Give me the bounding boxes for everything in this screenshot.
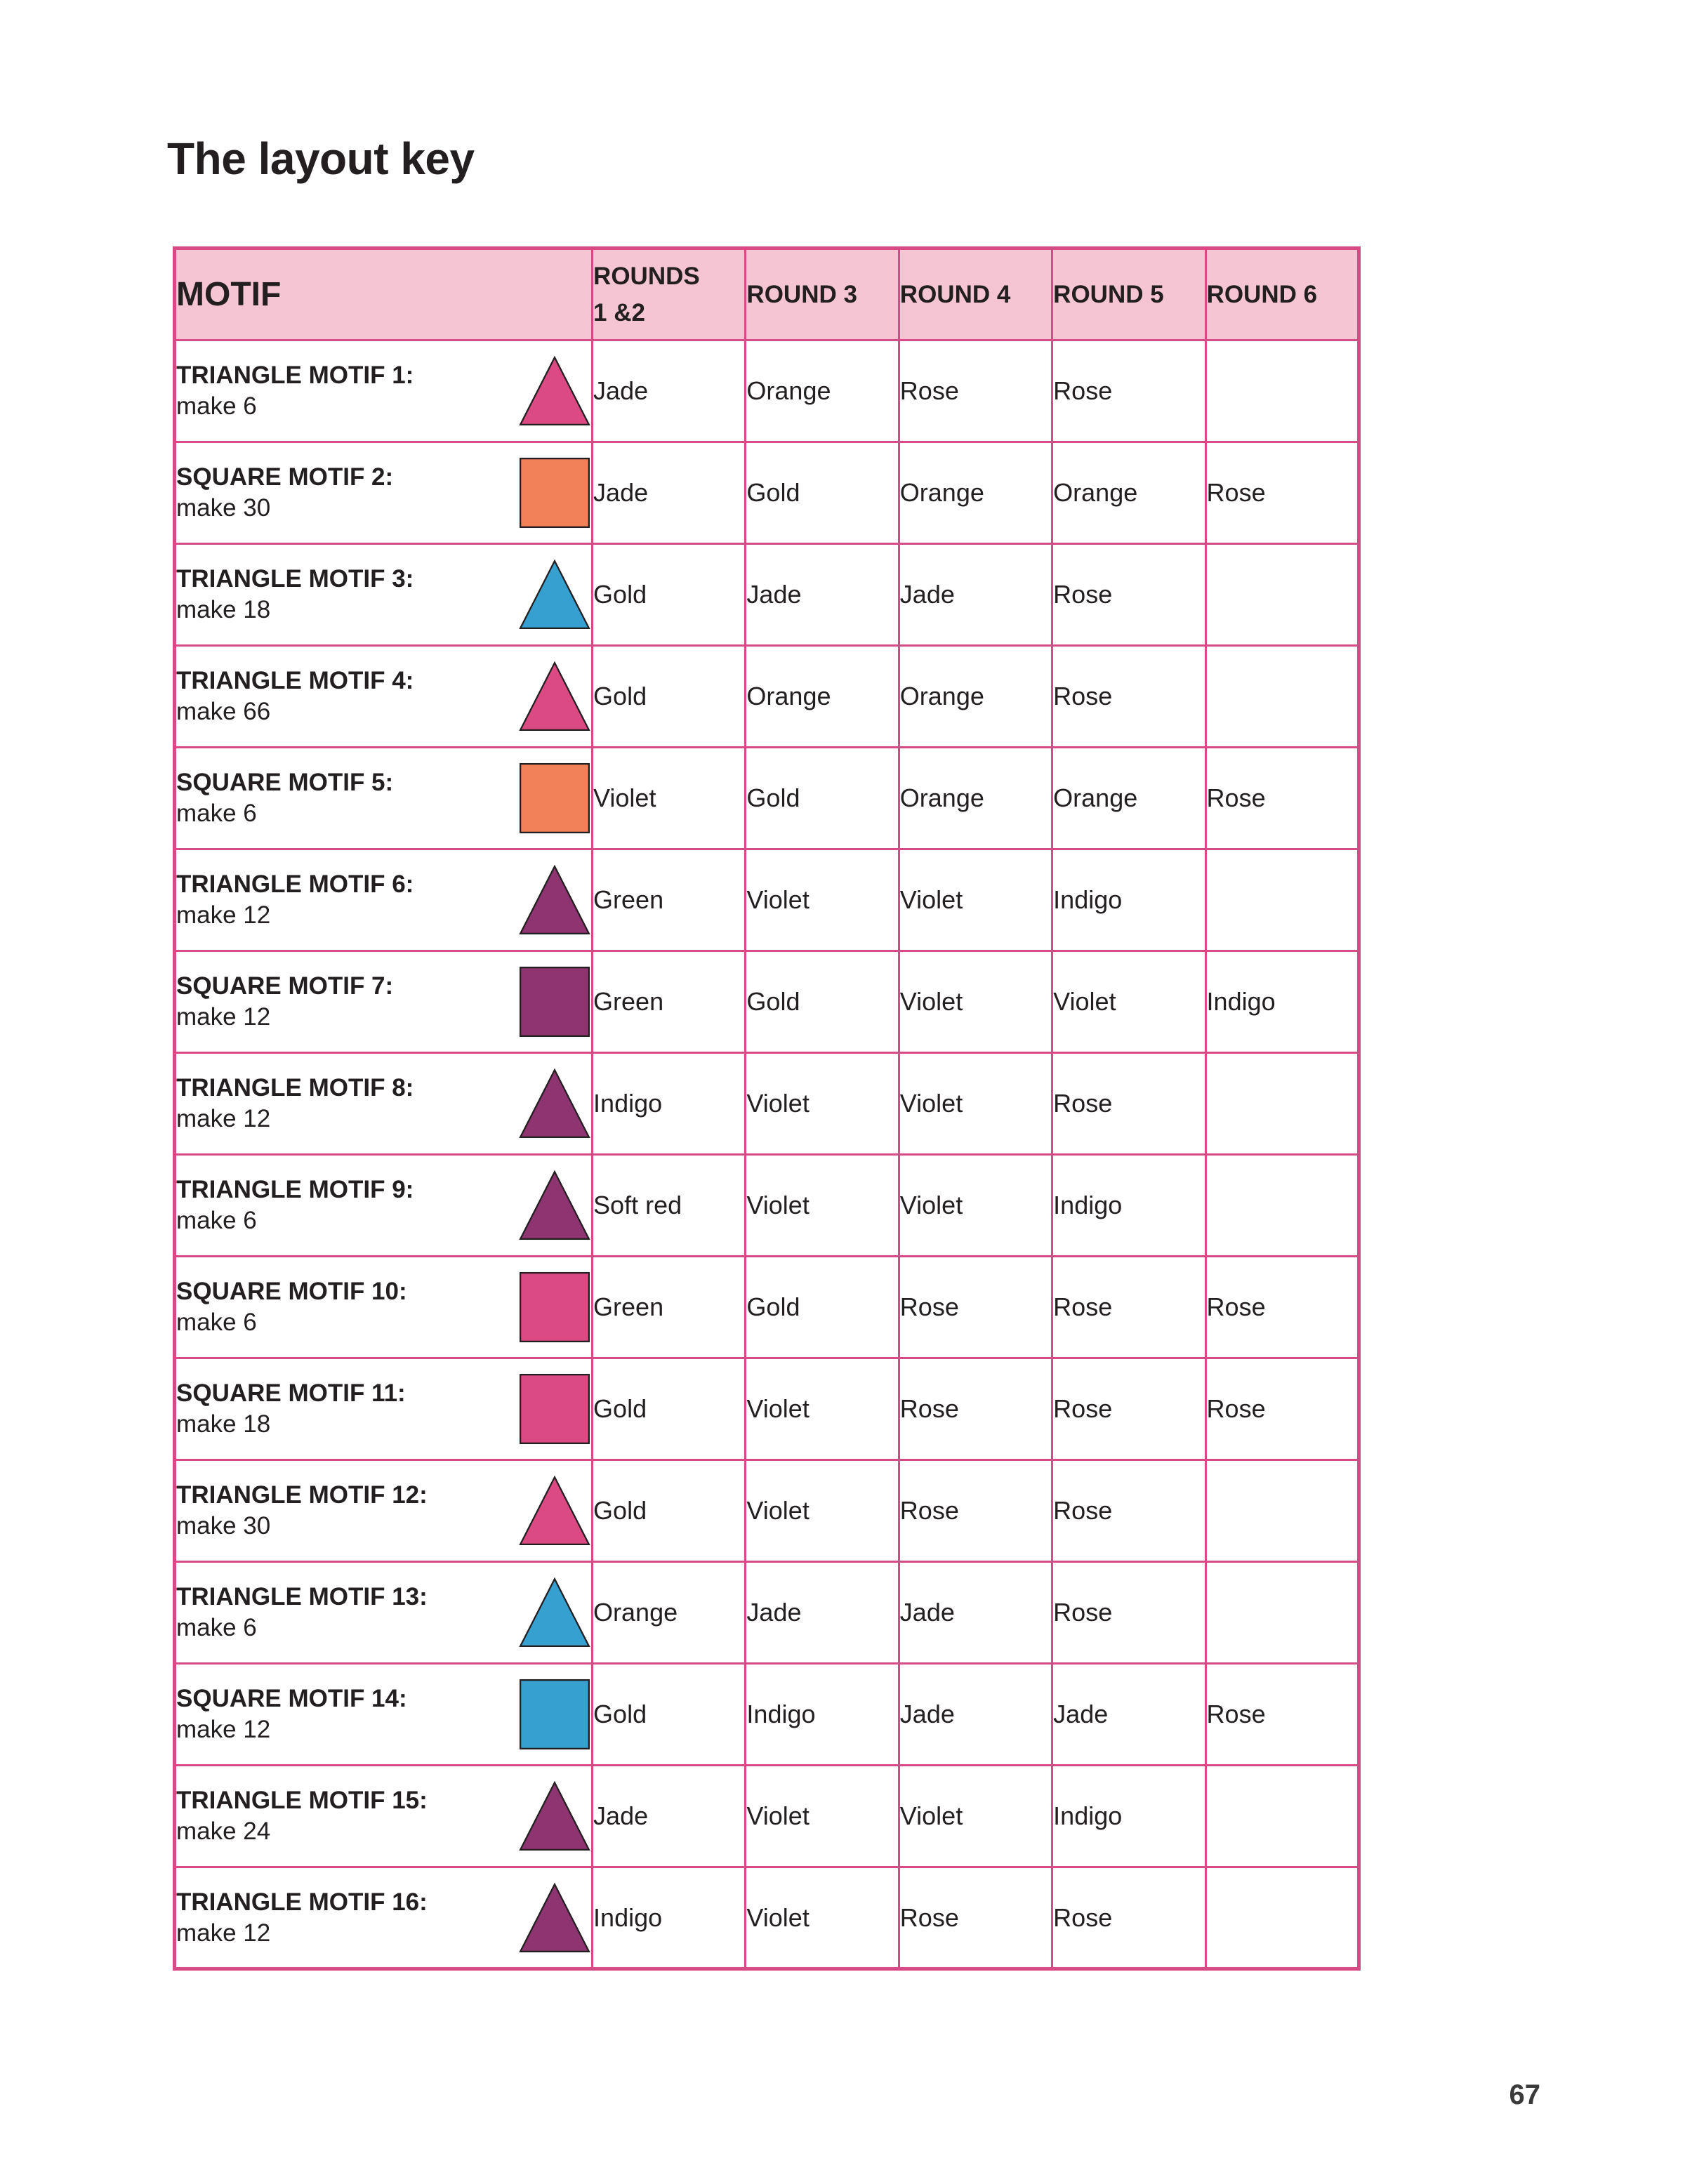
triangle-icon	[518, 558, 591, 631]
motif-quantity: make 12	[176, 901, 271, 929]
triangle-icon	[518, 1474, 591, 1547]
motif-quantity: make 30	[176, 494, 271, 522]
yarn-color-cell: Violet	[899, 1155, 1052, 1257]
table-row	[175, 1358, 1359, 1460]
motif-name: TRIANGLE MOTIF 13:	[176, 1583, 428, 1610]
table-row	[175, 1562, 1359, 1664]
table-row	[175, 849, 1359, 951]
header-motif: MOTIF	[175, 249, 593, 340]
square-icon	[518, 762, 591, 835]
yarn-color-cell: Violet	[746, 1460, 899, 1562]
yarn-color-cell	[1205, 1562, 1359, 1664]
motif-cell	[175, 1766, 593, 1867]
yarn-color-cell: Gold	[593, 1460, 746, 1562]
yarn-color-cell	[1205, 1460, 1359, 1562]
triangle-icon	[518, 1780, 591, 1853]
motif-name: TRIANGLE MOTIF 3:	[176, 565, 414, 593]
triangle-icon	[518, 1067, 591, 1140]
yarn-color-cell: Violet	[746, 1053, 899, 1155]
yarn-color-cell: Violet	[899, 951, 1052, 1053]
motif-quantity: make 6	[176, 1614, 257, 1641]
motif-name: SQUARE MOTIF 2:	[176, 463, 394, 491]
motif-cell	[175, 646, 593, 748]
yarn-color-cell: Jade	[593, 1766, 746, 1867]
motif-quantity: make 18	[176, 596, 271, 623]
yarn-color-cell: Gold	[593, 1664, 746, 1766]
yarn-color-cell: Gold	[593, 544, 746, 646]
yarn-color-cell: Violet	[746, 1155, 899, 1257]
motif-name: SQUARE MOTIF 11:	[176, 1379, 406, 1407]
motif-cell	[175, 1867, 593, 1969]
yarn-color-cell: Violet	[746, 1358, 899, 1460]
triangle-icon	[518, 863, 591, 937]
yarn-color-cell: Violet	[899, 1053, 1052, 1155]
yarn-color-cell: Rose	[1205, 1664, 1359, 1766]
header-round-3: ROUND 3	[746, 249, 899, 340]
motif-quantity: make 30	[176, 1512, 271, 1540]
yarn-color-cell: Rose	[1205, 442, 1359, 544]
header-round-4: ROUND 4	[899, 249, 1052, 340]
yarn-color-cell: Rose	[1052, 1257, 1205, 1358]
motif-cell	[175, 1358, 593, 1460]
motif-name: TRIANGLE MOTIF 8:	[176, 1074, 414, 1101]
yarn-color-cell: Rose	[1052, 1053, 1205, 1155]
yarn-color-cell: Jade	[593, 442, 746, 544]
yarn-color-cell: Rose	[899, 1460, 1052, 1562]
motif-quantity: make 12	[176, 1003, 271, 1031]
yarn-color-cell: Soft red	[593, 1155, 746, 1257]
yarn-color-cell	[1205, 1155, 1359, 1257]
yarn-color-cell: Rose	[1052, 1562, 1205, 1664]
yarn-color-cell: Orange	[746, 340, 899, 442]
yarn-color-cell: Indigo	[1052, 849, 1205, 951]
motif-quantity: make 12	[176, 1105, 271, 1132]
yarn-color-cell: Gold	[746, 442, 899, 544]
yarn-color-cell: Rose	[899, 1358, 1052, 1460]
motif-name: TRIANGLE MOTIF 9:	[176, 1176, 414, 1203]
table-row	[175, 1257, 1359, 1358]
yarn-color-cell: Jade	[1052, 1664, 1205, 1766]
motif-name: TRIANGLE MOTIF 16:	[176, 1888, 428, 1916]
motif-quantity: make 12	[176, 1919, 271, 1947]
yarn-color-cell: Violet	[899, 849, 1052, 951]
yarn-color-cell: Orange	[899, 442, 1052, 544]
table-row	[175, 646, 1359, 748]
yarn-color-cell: Orange	[593, 1562, 746, 1664]
yarn-color-cell: Jade	[899, 544, 1052, 646]
motif-cell	[175, 1562, 593, 1664]
motif-cell	[175, 849, 593, 951]
motif-name: TRIANGLE MOTIF 6:	[176, 871, 414, 898]
motif-cell	[175, 544, 593, 646]
motif-quantity: make 6	[176, 1309, 257, 1336]
yarn-color-cell: Green	[593, 1257, 746, 1358]
yarn-color-cell: Jade	[593, 340, 746, 442]
table-row	[175, 1460, 1359, 1562]
yarn-color-cell: Indigo	[1052, 1766, 1205, 1867]
yarn-color-cell: Gold	[746, 748, 899, 849]
yarn-color-cell: Rose	[1052, 340, 1205, 442]
motif-quantity: make 18	[176, 1410, 271, 1438]
page-number: 67	[1509, 2079, 1540, 2110]
motif-name: TRIANGLE MOTIF 12:	[176, 1481, 428, 1509]
yarn-color-cell: Rose	[1052, 1358, 1205, 1460]
yarn-color-cell: Gold	[746, 951, 899, 1053]
motif-quantity: make 6	[176, 392, 257, 420]
yarn-color-cell: Rose	[899, 1867, 1052, 1969]
motif-cell	[175, 1053, 593, 1155]
yarn-color-cell: Jade	[899, 1664, 1052, 1766]
table-row	[175, 1053, 1359, 1155]
yarn-color-cell: Indigo	[593, 1867, 746, 1969]
header-round-6: ROUND 6	[1205, 249, 1359, 340]
triangle-icon	[518, 1881, 591, 1954]
header-round-5: ROUND 5	[1052, 249, 1205, 340]
motif-name: TRIANGLE MOTIF 4:	[176, 667, 414, 694]
square-icon	[518, 1372, 591, 1445]
motif-cell	[175, 1460, 593, 1562]
table-row	[175, 544, 1359, 646]
motif-cell	[175, 951, 593, 1053]
motif-cell	[175, 1664, 593, 1766]
square-icon	[518, 965, 591, 1038]
yarn-color-cell: Gold	[593, 646, 746, 748]
motif-name: SQUARE MOTIF 7:	[176, 972, 394, 1000]
yarn-color-cell: Violet	[746, 1766, 899, 1867]
motif-name: TRIANGLE MOTIF 15:	[176, 1787, 428, 1814]
yarn-color-cell: Rose	[1052, 544, 1205, 646]
motif-name: SQUARE MOTIF 10:	[176, 1278, 407, 1305]
motif-quantity: make 6	[176, 1207, 257, 1234]
header-row	[175, 249, 1359, 340]
table-body	[175, 340, 1359, 1969]
yarn-color-cell: Rose	[1205, 1257, 1359, 1358]
header-rounds-1-2-label: ROUNDS 1 &2	[593, 262, 700, 326]
yarn-color-cell: Indigo	[1052, 1155, 1205, 1257]
motif-quantity: make 12	[176, 1716, 271, 1743]
motif-quantity: make 6	[176, 800, 257, 827]
yarn-color-cell: Orange	[746, 646, 899, 748]
motif-cell	[175, 1155, 593, 1257]
page-title: The layout key	[167, 133, 475, 184]
square-icon	[518, 1271, 591, 1344]
yarn-color-cell: Orange	[1052, 748, 1205, 849]
yarn-color-cell: Rose	[1205, 1358, 1359, 1460]
motif-cell	[175, 340, 593, 442]
header-rounds-1-2	[593, 249, 746, 340]
yarn-color-cell: Jade	[746, 1562, 899, 1664]
motif-cell	[175, 442, 593, 544]
table-row	[175, 340, 1359, 442]
yarn-color-cell: Violet	[746, 849, 899, 951]
yarn-color-cell: Green	[593, 849, 746, 951]
yarn-color-cell: Rose	[1205, 748, 1359, 849]
yarn-color-cell	[1205, 1766, 1359, 1867]
motif-name: SQUARE MOTIF 5:	[176, 769, 394, 796]
yarn-color-cell: Rose	[1052, 1460, 1205, 1562]
table-row	[175, 1766, 1359, 1867]
yarn-color-cell	[1205, 849, 1359, 951]
triangle-icon	[518, 660, 591, 733]
motif-name: SQUARE MOTIF 14:	[176, 1685, 407, 1712]
table-row	[175, 1867, 1359, 1969]
yarn-color-cell: Jade	[746, 544, 899, 646]
yarn-color-cell: Violet	[899, 1766, 1052, 1867]
square-icon	[518, 456, 591, 529]
motif-cell	[175, 1257, 593, 1358]
yarn-color-cell: Gold	[746, 1257, 899, 1358]
yarn-color-cell: Indigo	[746, 1664, 899, 1766]
triangle-icon	[518, 355, 591, 428]
yarn-color-cell	[1205, 340, 1359, 442]
yarn-color-cell: Indigo	[593, 1053, 746, 1155]
layout-key-table	[173, 246, 1361, 1971]
yarn-color-cell: Orange	[899, 748, 1052, 849]
yarn-color-cell: Rose	[899, 1257, 1052, 1358]
yarn-color-cell: Orange	[1052, 442, 1205, 544]
yarn-color-cell: Green	[593, 951, 746, 1053]
yarn-color-cell	[1205, 1867, 1359, 1969]
yarn-color-cell: Rose	[1052, 1867, 1205, 1969]
motif-quantity: make 66	[176, 698, 271, 725]
yarn-color-cell: Gold	[593, 1358, 746, 1460]
table-row	[175, 1664, 1359, 1766]
triangle-icon	[518, 1169, 591, 1242]
yarn-color-cell: Jade	[899, 1562, 1052, 1664]
yarn-color-cell	[1205, 1053, 1359, 1155]
yarn-color-cell: Orange	[899, 646, 1052, 748]
yarn-color-cell: Violet	[746, 1867, 899, 1969]
yarn-color-cell: Violet	[593, 748, 746, 849]
yarn-color-cell: Violet	[1052, 951, 1205, 1053]
table-row	[175, 951, 1359, 1053]
motif-quantity: make 24	[176, 1818, 271, 1845]
yarn-color-cell	[1205, 544, 1359, 646]
triangle-icon	[518, 1576, 591, 1649]
yarn-color-cell	[1205, 646, 1359, 748]
yarn-color-cell: Rose	[899, 340, 1052, 442]
yarn-color-cell: Indigo	[1205, 951, 1359, 1053]
yarn-color-cell: Rose	[1052, 646, 1205, 748]
motif-cell	[175, 748, 593, 849]
square-icon	[518, 1678, 591, 1751]
table-row	[175, 1155, 1359, 1257]
table-row	[175, 748, 1359, 849]
table-row	[175, 442, 1359, 544]
motif-name: TRIANGLE MOTIF 1:	[176, 362, 414, 389]
